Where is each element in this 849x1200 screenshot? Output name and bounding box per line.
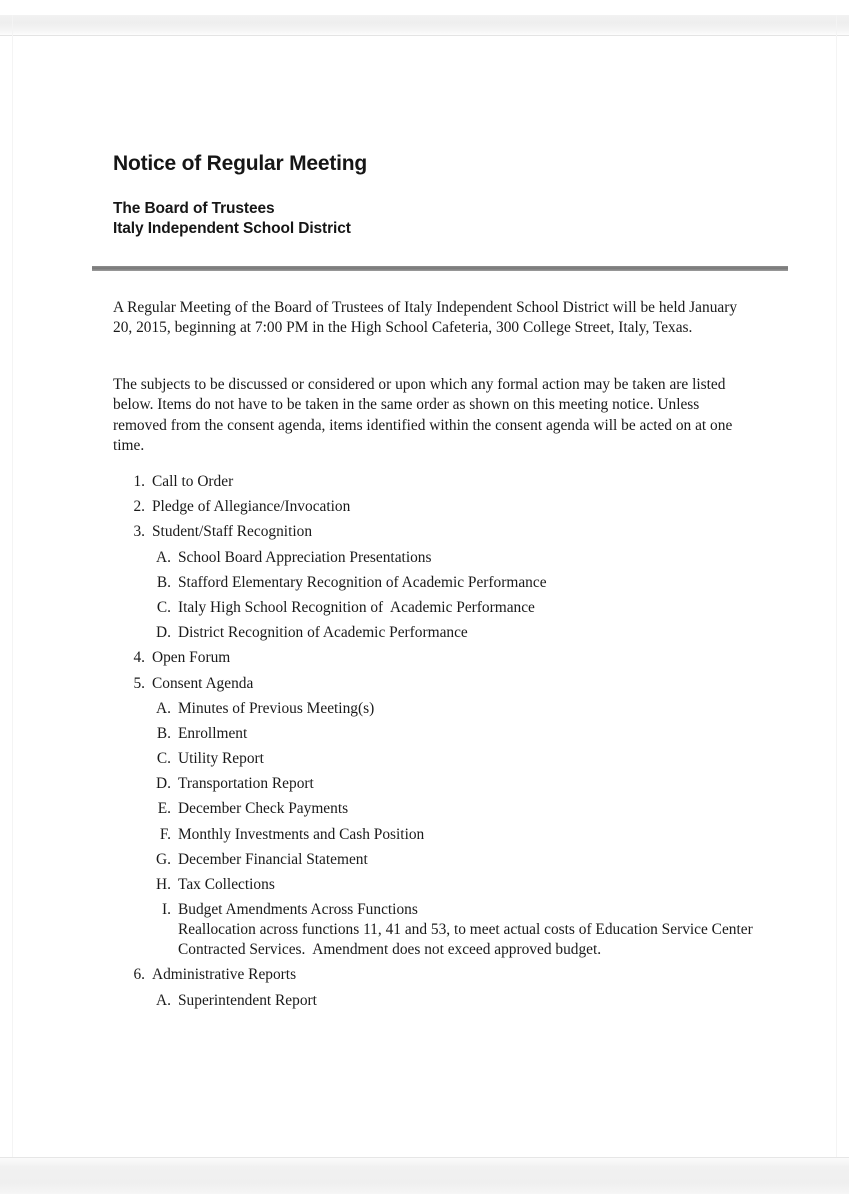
agenda-item-label xyxy=(178,548,773,568)
subtitle-board-of-trustees: The Board of Trustees xyxy=(113,200,275,217)
agenda-subitem xyxy=(113,573,773,593)
agenda-subitem xyxy=(113,699,773,719)
agenda-item-marker: G. xyxy=(156,850,171,868)
agenda-subitem xyxy=(113,991,773,1011)
agenda-item-label-text: Enrollment xyxy=(178,724,248,742)
page-title: Notice of Regular Meeting xyxy=(113,152,368,175)
scan-edge-artifact-left xyxy=(12,15,13,1193)
agenda-item-label xyxy=(178,623,773,643)
agenda-item-label-text: School Board Appreciation Presentations xyxy=(178,548,432,566)
agenda-item-label-text: December Check Payments xyxy=(178,800,349,818)
agenda-item-label xyxy=(152,965,773,985)
agenda-item-label xyxy=(178,875,773,895)
agenda-item-marker: E. xyxy=(157,800,171,818)
notice-paragraph: The subjects to be discussed or considered or upon which any formal action may be taken are listed below. Items do not have to be taken in the same order as shown on this meeting notice. Unless removed from the consent agenda, items identified within the consent agenda will be acted on at one time. xyxy=(113,376,733,455)
agenda-item-label xyxy=(178,774,773,794)
agenda-subitem xyxy=(113,774,773,794)
agenda-item-marker: C. xyxy=(156,750,171,768)
agenda-item-label-text: Call to Order xyxy=(152,473,234,490)
scan-edge-artifact-bottom xyxy=(0,1157,849,1194)
agenda-item-marker: 5. xyxy=(133,674,145,692)
agenda-item xyxy=(113,522,773,542)
agenda-subitem xyxy=(113,598,773,618)
subtitle-school-district: Italy Independent School District xyxy=(113,220,351,237)
scan-edge-artifact-right xyxy=(836,15,837,1193)
agenda-item-label-text: Monthly Investments and Cash Position xyxy=(178,825,425,843)
agenda-item-label xyxy=(178,900,773,960)
agenda-item-label-text: Administrative Reports xyxy=(152,966,297,984)
agenda-item-marker: H. xyxy=(156,876,171,893)
agenda-item-label xyxy=(178,850,773,870)
agenda-item-label-text: Minutes of Previous Meeting(s) xyxy=(178,699,375,717)
agenda-item-marker: 4. xyxy=(133,649,145,667)
scan-edge-artifact-top xyxy=(0,15,849,36)
agenda-subitem xyxy=(113,724,773,744)
agenda-item-label xyxy=(152,472,773,492)
agenda-item-label-text: District Recognition of Academic Performance xyxy=(178,624,468,642)
agenda-item-label xyxy=(178,724,773,744)
agenda-item-label xyxy=(152,674,773,694)
agenda-item-marker: D. xyxy=(156,775,171,793)
agenda-item-marker: C. xyxy=(156,598,171,616)
agenda-item-label xyxy=(178,749,773,769)
agenda-item-label-text: Pledge of Allegiance/Invocation xyxy=(152,498,351,516)
agenda-item-marker: B. xyxy=(156,724,171,742)
agenda-subitem xyxy=(113,548,773,568)
agenda-item-label xyxy=(178,699,773,719)
agenda-subitem xyxy=(113,900,773,960)
agenda-item xyxy=(113,648,773,668)
agenda-item-label-text: Tax Collections xyxy=(178,876,275,893)
agenda-item-marker: A. xyxy=(156,991,171,1009)
agenda-subitem xyxy=(113,850,773,870)
agenda-item xyxy=(113,472,773,492)
agenda-item-marker: 3. xyxy=(133,523,145,541)
agenda-item-detail: Reallocation across functions 11, 41 and 53, to meet actual costs of Education Service Center Contracted Services. Amendment does not exceed approved budget. xyxy=(178,921,757,959)
agenda-item-marker: 6. xyxy=(133,966,145,984)
agenda-list xyxy=(113,472,773,1016)
agenda-item-marker: A. xyxy=(156,548,171,566)
agenda-subitem xyxy=(113,623,773,643)
horizontal-divider xyxy=(92,266,788,271)
document-subtitle xyxy=(113,199,351,239)
agenda-subitem xyxy=(113,825,773,845)
agenda-item-label-text: Stafford Elementary Recognition of Academic Performance xyxy=(178,573,547,591)
agenda-item-label-text: Italy High School Recognition of Academic Performance xyxy=(178,598,535,616)
agenda-item-label-text: Transportation Report xyxy=(178,775,314,793)
agenda-item-label-text: Student/Staff Recognition xyxy=(152,523,313,541)
agenda-item-marker: A. xyxy=(156,699,171,717)
agenda-item-label xyxy=(152,522,773,542)
agenda-item-label xyxy=(152,648,773,668)
agenda-item-marker: 1. xyxy=(133,473,145,490)
agenda-subitem xyxy=(113,749,773,769)
agenda-item-label xyxy=(178,799,773,819)
agenda-item-marker: B. xyxy=(156,573,171,591)
agenda-item-label-text: Budget Amendments Across Functions xyxy=(178,901,418,919)
agenda-item-label xyxy=(178,573,773,593)
agenda-item xyxy=(113,497,773,517)
agenda-subitem xyxy=(113,799,773,819)
agenda-item-marker: F. xyxy=(159,825,171,843)
agenda-item-label-text: Utility Report xyxy=(178,750,264,768)
agenda-item-marker: 2. xyxy=(133,498,145,516)
agenda-item-label xyxy=(178,825,773,845)
agenda-item-label-text: Open Forum xyxy=(152,649,231,667)
agenda-item-label-text: December Financial Statement xyxy=(178,850,368,868)
agenda-item-label-text: Consent Agenda xyxy=(152,674,254,692)
agenda-item-label xyxy=(178,991,773,1011)
intro-paragraph: A Regular Meeting of the Board of Trustees of Italy Independent School District will be held January 20, 2015, beginning at 7:00 PM in the High School Cafeteria, 300 College Street, Italy, Texas. xyxy=(113,299,738,337)
agenda-item-label xyxy=(152,497,773,517)
agenda-item-marker: I. xyxy=(162,901,171,919)
agenda-subitem xyxy=(113,875,773,895)
agenda-item-marker: D. xyxy=(156,624,171,642)
agenda-item xyxy=(113,674,773,694)
agenda-item-label xyxy=(178,598,773,618)
agenda-item-label-text: Superintendent Report xyxy=(178,991,317,1009)
agenda-item xyxy=(113,965,773,985)
